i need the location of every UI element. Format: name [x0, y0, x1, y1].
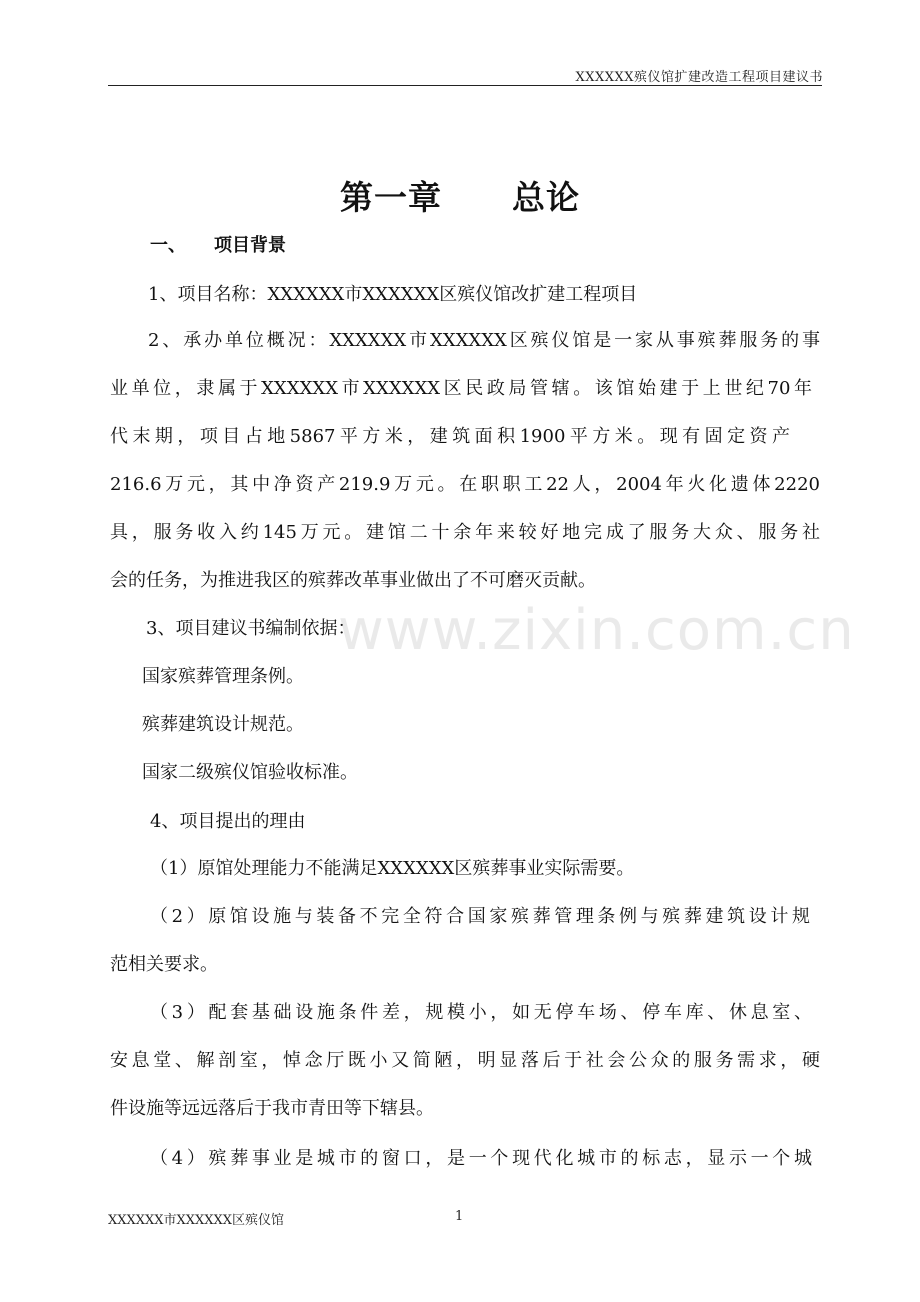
paragraph-line: 1、项目名称：XXXXXX市XXXXXX区殡仪馆改扩建工程项目 [148, 284, 638, 305]
paragraph-line: 殡葬建筑设计规范。 [142, 714, 304, 735]
paragraph-line: 范相关要求。 [110, 954, 218, 975]
paragraph-line: 国家殡葬管理条例。 [142, 666, 304, 687]
paragraph-line: 代末期，项目占地5867平方米，建筑面积1900平方米。现有固定资产 [110, 426, 790, 447]
paragraph-line: 会的任务，为推进我区的殡葬改革事业做出了不可磨灭贡献。 [110, 570, 596, 591]
paragraph-line: （2）原馆设施与装备不完全符合国家殡葬管理条例与殡葬建筑设计规 [150, 906, 810, 927]
paragraph-line: 国家二级殡仪馆验收标准。 [142, 762, 358, 783]
paragraph-line: 2、承办单位概况：XXXXXX市XXXXXX区殡仪馆是一家从事殡葬服务的事 [148, 330, 820, 351]
paragraph-line: 216.6万元，其中净资产219.9万元。在职职工22人，2004年火化遗体2220 [110, 474, 820, 495]
paragraph-line: 安息堂、解剖室，悼念厅既小又简陋，明显落后于社会公众的服务需求，硬 [110, 1050, 820, 1071]
watermark: www.zixin.com.cn [338, 598, 855, 663]
paragraph-line: 件设施等远远落后于我市青田等下辖县。 [110, 1098, 434, 1119]
footer-organization: XXXXXX市XXXXXX区殡仪馆 [108, 1213, 285, 1228]
chapter-title [0, 172, 920, 219]
paragraph-line: 4、项目提出的理由 [150, 811, 306, 832]
chapter-number: 第一章 [340, 178, 442, 217]
section-index: 一、 [150, 235, 186, 256]
section-title: 项目背景 [214, 235, 286, 256]
page-number: 1 [455, 1209, 464, 1224]
paragraph-line: 具，服务收入约145万元。建馆二十余年来较好地完成了服务大众、服务社 [110, 522, 820, 543]
paragraph-line: （4）殡葬事业是城市的窗口，是一个现代化城市的标志，显示一个城 [150, 1148, 812, 1169]
paragraph-line: （3）配套基础设施条件差，规模小，如无停车场、停车库、休息室、 [150, 1002, 812, 1023]
header-rule [108, 85, 822, 86]
running-header: XXXXXX殡仪馆扩建改造工程项目建议书 [575, 70, 823, 85]
chapter-name: 总论 [512, 178, 580, 217]
section-heading [150, 231, 286, 257]
paragraph-line: 3、项目建议书编制依据： [146, 618, 356, 639]
paragraph-line: 业单位，隶属于XXXXXX市XXXXXX区民政局管辖。该馆始建于上世纪70年 [110, 378, 812, 399]
paragraph-line: （1）原馆处理能力不能满足XXXXXX区殡葬事业实际需要。 [150, 858, 635, 879]
